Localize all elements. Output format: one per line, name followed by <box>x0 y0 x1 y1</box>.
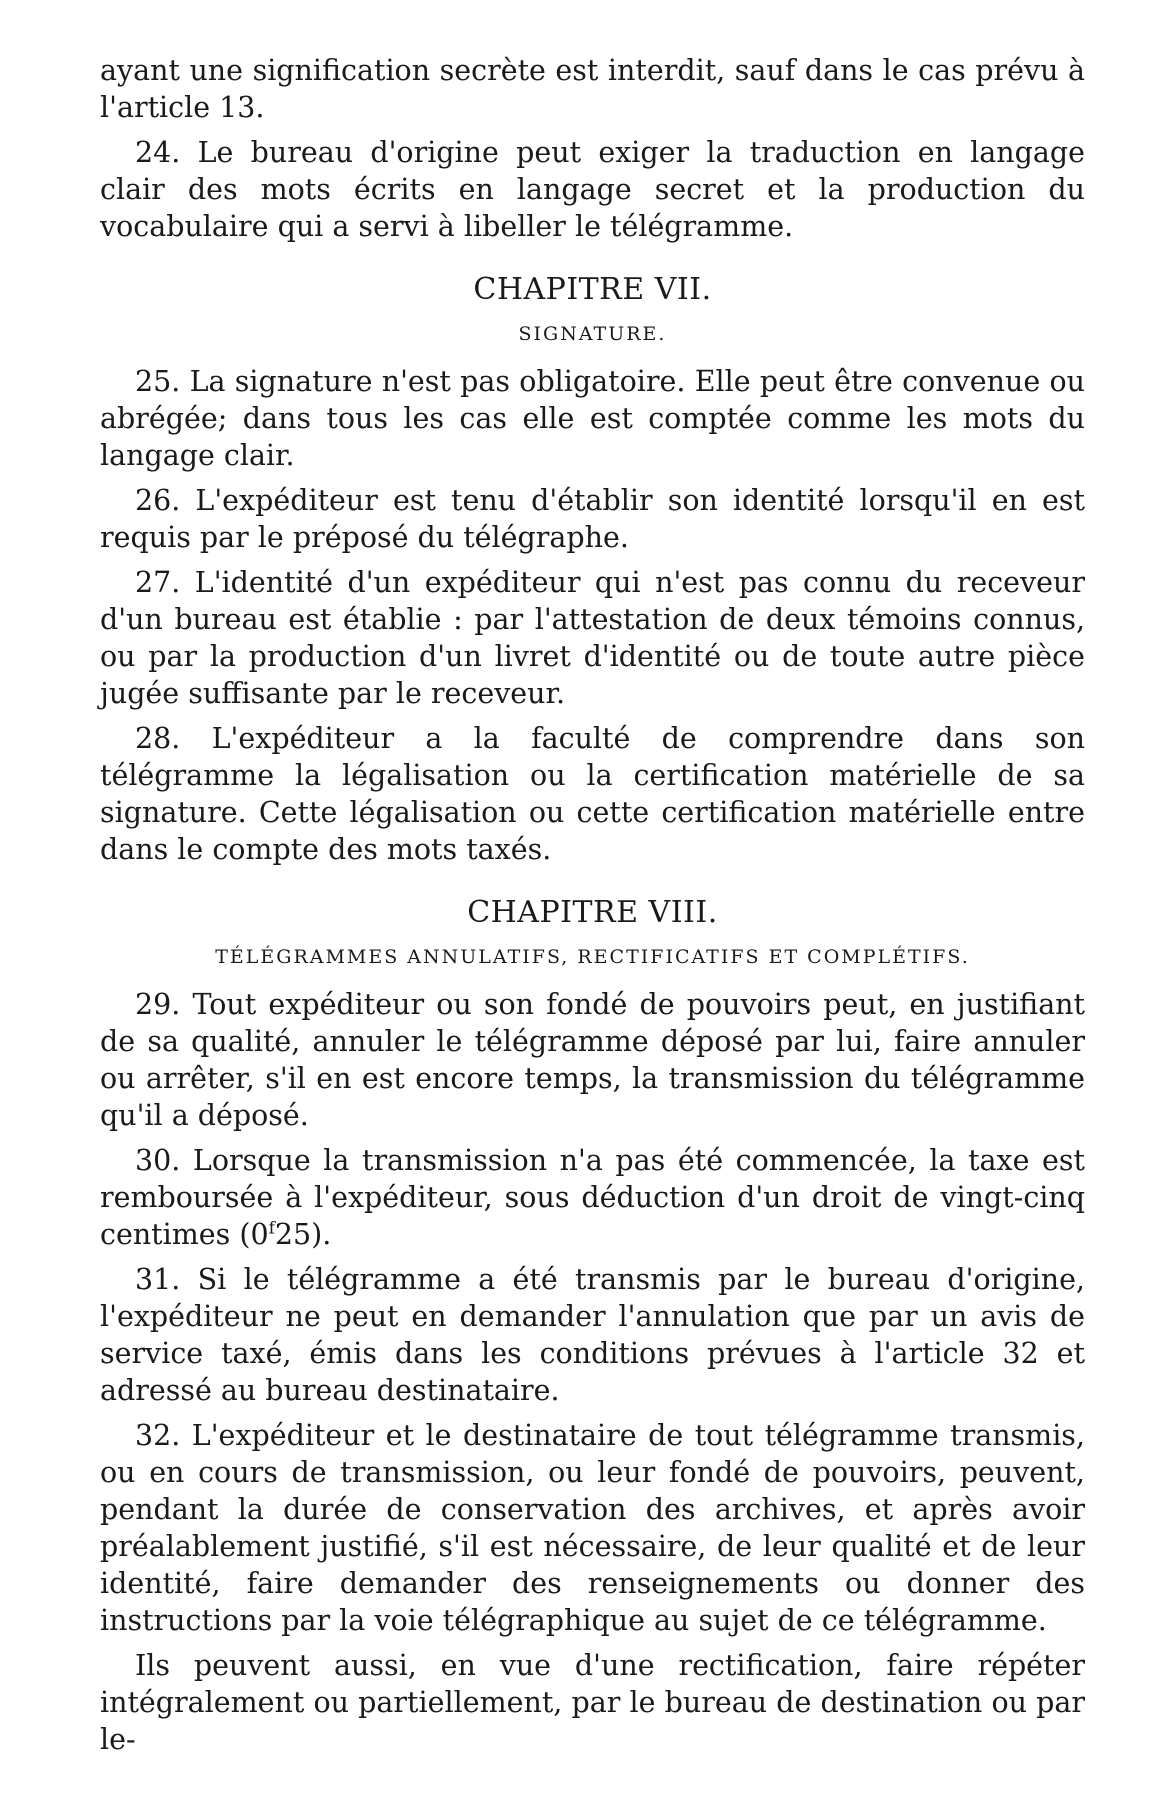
article-30-end: 25). <box>274 1218 332 1251</box>
article-24: 24. Le bureau d'origine peut exiger la traduction en langage clair des mots écrits en langage secret et la production du vocabulaire qui a servi à libeller le télégramme. <box>100 136 1085 243</box>
paragraph-continuation: ayant une signification secrète est interdit, sauf dans le cas prévu à l'article 13. <box>100 54 1085 124</box>
chapter-8-title: CHAPITRE VIII. <box>467 895 718 930</box>
article-26: 26. L'expéditeur est tenu d'établir son identité lorsqu'il en est requis par le préposé du télégraphe. <box>100 484 1085 554</box>
chapter-8-subtitle: TÉLÉGRAMMES ANNULATIFS, RECTIFICATIFS ET COMPLÉTIFS. <box>215 946 970 968</box>
article-28: 28. L'expéditeur a la faculté de comprendre dans son télégramme la légalisation ou la certification matérielle de sa signature. Cette légalisation ou cette certification matérielle entre dans le compte des mots taxés. <box>100 722 1085 866</box>
article-30 <box>100 1142 1085 1253</box>
article-30-text: 30. Lorsque la transmission n'a pas été commencée, la taxe est remboursée à l'expéditeur, sous déduction d'un droit de vingt-cinq centimes (0 <box>100 1144 1085 1251</box>
article-32-continuation: Ils peuvent aussi, en vue d'une rectification, faire répéter intégralement ou partiellement, par le bureau de destination ou par le- <box>100 1649 1085 1756</box>
chapter-7-subtitle: SIGNATURE. <box>518 323 667 345</box>
chapter-7-title: CHAPITRE VII. <box>473 272 712 307</box>
article-30-superscript: f <box>268 1218 275 1239</box>
article-25: 25. La signature n'est pas obligatoire. Elle peut être convenue ou abrégée; dans tous les cas elle est comptée comme les mots du langage clair. <box>100 365 1085 472</box>
article-27: 27. L'identité d'un expéditeur qui n'est pas connu du receveur d'un bureau est établie : par l'attestation de deux témoins connus, ou par la production d'un livret d'identité ou de toute autre pièce jugée suffisante par le receveur. <box>100 566 1085 710</box>
article-31: 31. Si le télégramme a été transmis par le bureau d'origine, l'expéditeur ne peut en demander l'annulation que par un avis de service taxé, émis dans les conditions prévues à l'article 32 et adressé au bureau destinataire. <box>100 1263 1085 1407</box>
article-29: 29. Tout expéditeur ou son fondé de pouvoirs peut, en justifiant de sa qualité, annuler le télégramme déposé par lui, faire annuler ou arrêter, s'il en est encore temps, la transmission du télégramme qu'il a déposé. <box>100 988 1085 1132</box>
article-32: 32. L'expéditeur et le destinataire de tout télégramme transmis, ou en cours de transmission, ou leur fondé de pouvoirs, peuvent, pendant la durée de conservation des archives, et après avoir préalablement justifié, s'il est nécessaire, de leur qualité et de leur identité, faire demander des renseignements ou donner des instructions par la voie télégraphique au sujet de ce télégramme. <box>100 1419 1085 1637</box>
document-page <box>100 52 1085 1766</box>
